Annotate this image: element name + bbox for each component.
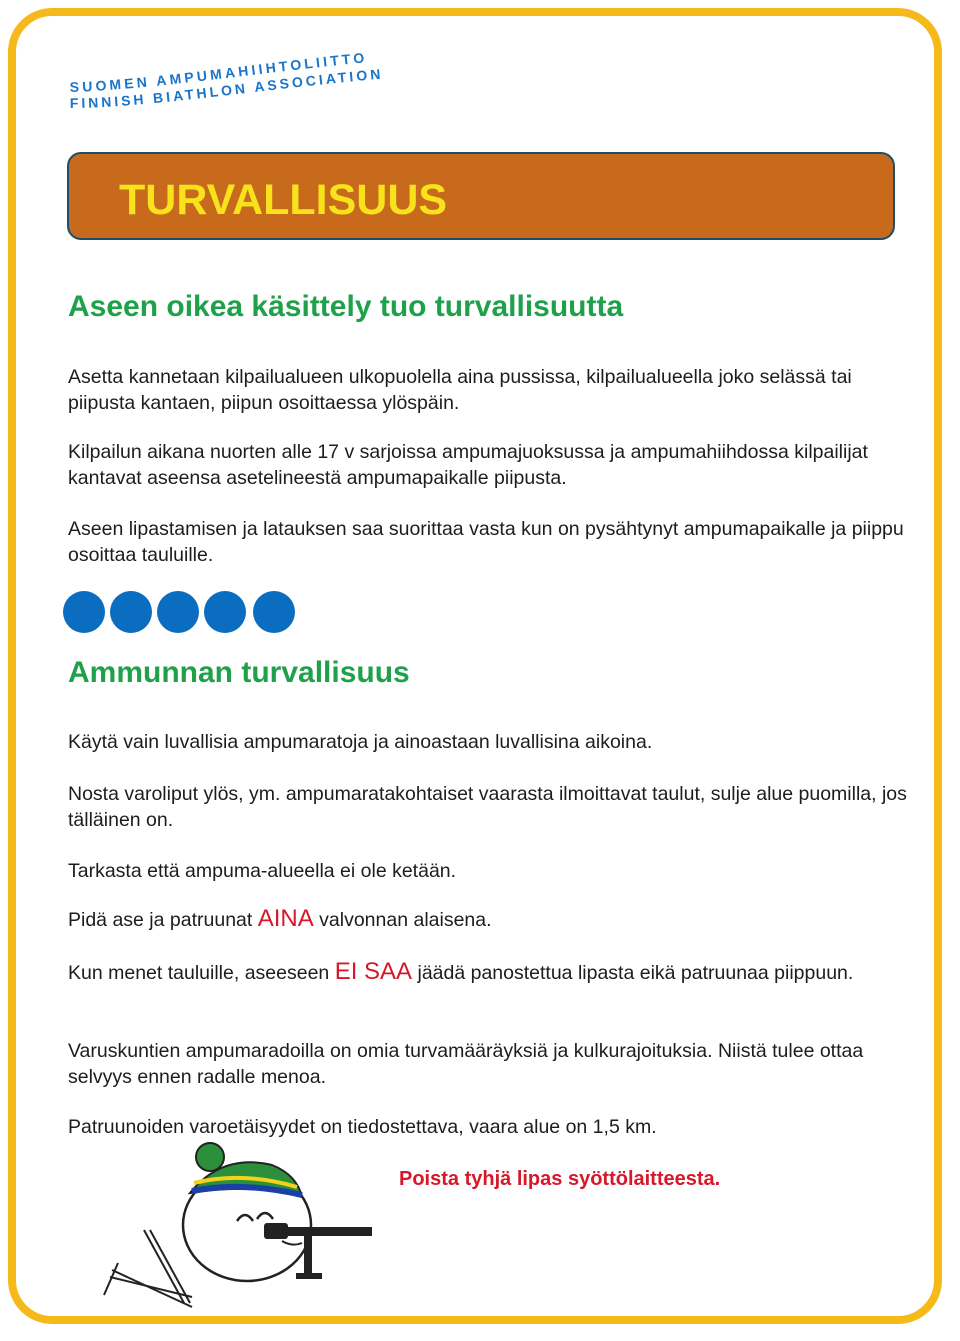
target-5 — [253, 591, 295, 633]
emphasis-always: AINA — [257, 905, 314, 932]
target-4 — [204, 591, 246, 633]
target-3 — [157, 591, 199, 633]
section-heading-shooting-safety: Ammunnan turvallisuus — [68, 656, 410, 689]
biathlete-mascot-illustration — [92, 1135, 382, 1310]
paragraph-carrying: Asetta kannetaan kilpailualueen ulkopuolella aina pussissa, kilpailualueella joko selässä tai piipusta kantaen, piipun osoittaessa ylöspäin. — [68, 366, 852, 414]
warning-remove-magazine: Poista tyhjä lipas syöttölaitteesta. — [399, 1168, 721, 1190]
emphasis-not-allowed: EI SAA — [334, 958, 413, 985]
target-1 — [63, 591, 105, 633]
paragraph-loading: Aseen lipastamisen ja latauksen saa suorittaa vasta kun on pysähtynyt ampumapaikalle ja piippu osoittaa tauluille. — [68, 518, 904, 566]
title-banner — [67, 152, 895, 240]
paragraph-garrison-ranges: Varuskuntien ampumaradoilla on omia turvamääräyksiä ja kulkurajoituksia. Niistä tulee ottaa selvyys ennen radalle menoa. — [68, 1040, 864, 1088]
section-heading-weapon-handling: Aseen oikea käsittely tuo turvallisuutta — [68, 290, 624, 323]
paragraph-supervision: Pidä ase ja patruunat AINA valvonnan alaisena. — [68, 905, 492, 932]
page-title: TURVALLISUUS — [119, 176, 448, 224]
paragraph-licensed-ranges: Käytä vain luvallisia ampumaratoja ja ainoastaan luvallisina aikoina. — [68, 731, 653, 753]
paragraph-going-to-targets: Kun menet tauluille, aseeseen EI SAA jäädä panostettua lipasta eikä patruunaa piippuun. — [68, 958, 854, 985]
paragraph-check-area: Tarkasta että ampuma-alueella ei ole ketään. — [68, 860, 457, 882]
paragraph-safety-distances: Patruunoiden varoetäisyydet on tiedostettava, vaara alue on 1,5 km. — [68, 1116, 657, 1138]
logo-line-fi: SUOMEN AMPUMAHIIHTOLIITTO — [69, 50, 369, 96]
association-logo — [62, 50, 402, 120]
logo-line-en: FINNISH BIATHLON ASSOCIATION — [69, 65, 384, 112]
paragraph-warning-flags: Nosta varoliput ylös, ym. ampumaratakohtaiset vaarasta ilmoittavat taulut, sulje alue puomilla, jos tälläinen on. — [68, 783, 907, 831]
paragraph-youth-series: Kilpailun aikana nuorten alle 17 v sarjoissa ampumajuoksussa ja ampumahiihdossa kilpailijat kantavat aseensa asetelineestä ampumapaikalle piipusta. — [68, 441, 868, 489]
target-2 — [110, 591, 152, 633]
biathlon-targets — [62, 590, 302, 636]
